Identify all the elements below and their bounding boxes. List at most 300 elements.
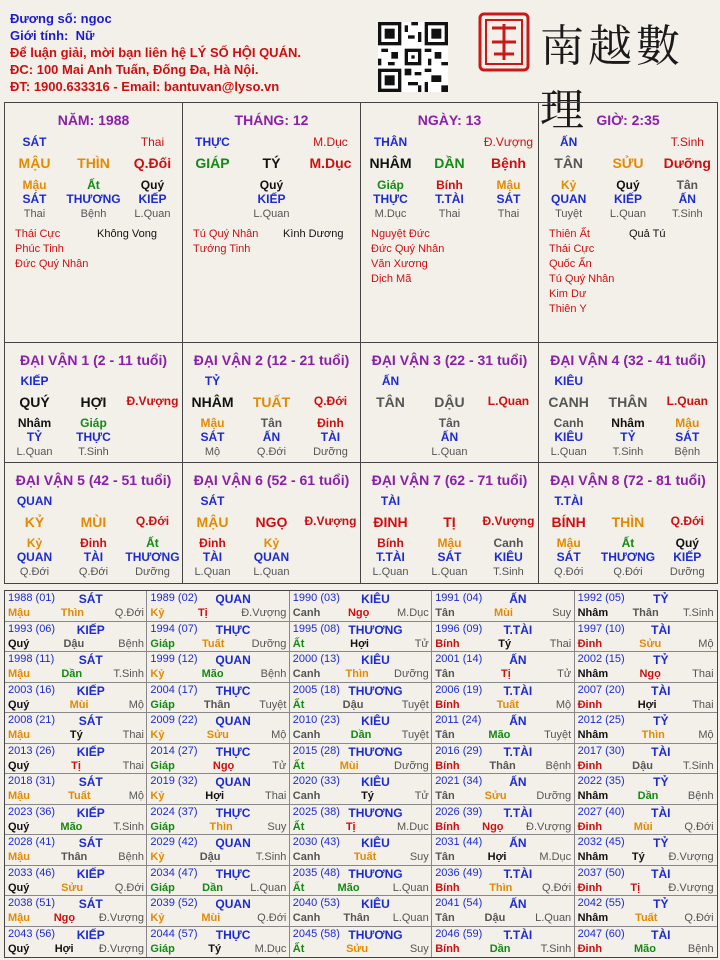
dai-van-value: TÀI <box>83 550 104 564</box>
year-label: 2026 (39) <box>435 805 483 818</box>
pillar-cell <box>183 103 361 343</box>
year-row <box>578 638 714 650</box>
dai-van-value <box>479 446 538 458</box>
dai-van-value: T.Sinh <box>612 446 644 458</box>
year-chi: Mão <box>60 820 83 833</box>
year-label: 2025 (38) <box>292 805 340 818</box>
pillar-value: T.Sinh <box>671 208 703 220</box>
dai-van-value: T.TÀI <box>376 550 405 564</box>
year-row <box>150 790 286 802</box>
year-god: THỰC <box>215 744 251 759</box>
year-row <box>578 607 714 619</box>
year-god: TÀI <box>651 927 671 942</box>
year-phase: Q.Đới <box>684 912 714 924</box>
pillar-value: M.Dục <box>374 208 407 220</box>
year-phase: M.Dục <box>539 851 572 863</box>
year-god: QUAN <box>215 592 251 606</box>
year-god: THƯƠNG <box>348 866 403 881</box>
year-row <box>8 638 144 650</box>
dai-van-main <box>539 514 717 530</box>
dai-van-row <box>361 430 538 444</box>
year-god: TỶ <box>653 653 669 667</box>
year-can: Mậu <box>8 790 30 802</box>
year-god: QUAN <box>215 897 251 911</box>
dai-van-value: Canh <box>553 416 584 430</box>
star-item: Thiên Ất <box>549 228 590 240</box>
year-phase: Tử <box>414 790 429 802</box>
dai-van-title: ĐẠI VẬN 7 (62 - 71 tuổi) <box>371 472 528 488</box>
dai-van-value: L.Quan <box>16 446 53 458</box>
year-god: KIẾP <box>76 622 105 637</box>
year-god: THỰC <box>215 683 251 698</box>
dai-van-god <box>361 374 538 388</box>
dai-van-value <box>361 430 420 444</box>
year-can: Bính <box>435 881 460 894</box>
year-label: 2010 (23) <box>292 714 340 726</box>
star-item: Thiên Y <box>549 303 587 315</box>
dai-van-value: TỶ <box>620 430 636 444</box>
year-cell <box>575 591 717 622</box>
dai-van-value: Kỷ <box>263 536 280 550</box>
year-god: KIẾP <box>76 744 105 759</box>
dai-van-row <box>539 566 717 578</box>
year-cell <box>147 591 289 622</box>
year-cell <box>290 652 432 683</box>
star-item: Văn Xương <box>371 258 428 270</box>
year-label: 2023 (36) <box>8 805 56 818</box>
year-row <box>293 699 429 711</box>
pillar-value: SÁT <box>22 135 47 149</box>
year-can: Canh <box>292 912 321 924</box>
dai-van-value: L.Quan <box>253 566 290 578</box>
stars-right <box>97 227 157 242</box>
dai-van-value: Dưỡng <box>669 566 705 578</box>
pillar-row <box>183 192 360 206</box>
dai-van-main <box>183 394 360 410</box>
dai-van-title: ĐẠI VẬN 8 (72 - 81 tuổi) <box>550 472 706 488</box>
dai-van-value: Mậu <box>200 416 225 430</box>
year-chi: Mão <box>633 942 656 955</box>
year-god: ẤN <box>509 714 527 728</box>
year-row <box>293 882 429 894</box>
dai-van-value: THỰC <box>76 430 111 444</box>
year-can: Canh <box>292 668 321 680</box>
year-god: TỶ <box>653 836 669 850</box>
year-chi: Hợi <box>205 790 225 802</box>
year-god: ẤN <box>509 836 527 850</box>
year-can: Canh <box>292 729 321 741</box>
year-cell <box>432 652 574 683</box>
year-row <box>293 912 429 924</box>
year-phase: Mộ <box>271 729 287 741</box>
year-phase: Dưỡng <box>394 759 429 772</box>
dai-van-row <box>361 566 538 578</box>
year-row <box>578 912 714 924</box>
year-can: Tân <box>435 790 455 802</box>
year-phase: Tử <box>272 759 287 772</box>
dai-van-can: QUÝ <box>19 394 50 410</box>
dai-van-god-value: TỶ <box>204 374 221 388</box>
year-cell <box>5 713 147 744</box>
year-chi: Mão <box>337 881 360 894</box>
pillar-row <box>539 135 717 149</box>
year-label: 2027 (40) <box>577 805 625 818</box>
year-can: Nhâm <box>577 851 609 863</box>
dai-van-value: L.Quan <box>194 566 231 578</box>
pillar-value: Thai <box>438 208 461 220</box>
year-chi: Tị <box>630 881 641 894</box>
stars-left <box>549 227 614 317</box>
pillar-value: NHÂM <box>369 155 412 171</box>
year-chi: Dậu <box>199 851 221 863</box>
dai-van-cell <box>5 463 183 583</box>
pillar-row <box>5 155 182 171</box>
year-label: 1993 (06) <box>8 622 56 635</box>
brand-logo: 南越數理 <box>540 21 684 136</box>
year-cell <box>147 713 289 744</box>
year-phase: T.Sinh <box>113 820 144 833</box>
dai-van-god <box>183 494 360 508</box>
dai-van-phase: L.Quan <box>666 394 708 408</box>
star-item: Phúc Tinh <box>15 243 64 255</box>
dai-van-can: ĐINH <box>373 514 408 530</box>
dai-van-value: QUAN <box>16 550 53 564</box>
year-row <box>293 851 429 863</box>
dai-van-phase: Đ.Vượng <box>126 394 179 408</box>
pillar-value: Tân <box>676 178 698 192</box>
star-item: Thái Cực <box>549 243 595 255</box>
dai-van-god <box>5 494 182 508</box>
dai-van-phase: Q.Đới <box>135 514 170 528</box>
year-row <box>293 943 429 955</box>
pillar-value: Q.Đối <box>133 155 172 171</box>
year-cell <box>432 835 574 866</box>
star-item: Tú Quý Nhân <box>193 228 259 240</box>
year-can: Đinh <box>577 698 603 711</box>
year-god: KIẾP <box>76 683 105 698</box>
dai-van-title: ĐẠI VẬN 3 (22 - 31 tuổi) <box>371 352 528 368</box>
year-god: THƯƠNG <box>348 927 403 942</box>
year-chi: Sửu <box>639 637 662 650</box>
pillar-value: Quý <box>259 178 284 192</box>
pillar-value: Giáp <box>377 178 404 192</box>
year-chi: Ngọ <box>639 668 661 680</box>
year-row <box>150 760 286 772</box>
year-row <box>435 851 571 863</box>
dai-van-god <box>361 494 538 508</box>
dai-van-value: Ất <box>621 536 635 550</box>
year-chi: Thân <box>632 607 659 619</box>
year-row <box>435 668 571 680</box>
year-god: TÀI <box>651 622 671 637</box>
pillar-value: SỬU <box>612 155 644 171</box>
star-item: Kim Dư <box>549 288 587 300</box>
dai-van-can: BÍNH <box>551 514 586 530</box>
pillar-value: KIẾP <box>613 192 642 206</box>
year-row <box>150 821 286 833</box>
dai-van-value <box>123 416 182 430</box>
dai-van-value <box>123 430 182 444</box>
year-row <box>435 821 571 833</box>
pillar-title: NGÀY: 13 <box>417 112 482 128</box>
dai-van-value <box>123 446 182 458</box>
year-cell <box>147 805 289 836</box>
dai-van-cell <box>183 343 361 463</box>
year-god: ẤN <box>509 592 527 606</box>
pillar-cell <box>539 103 717 343</box>
year-cell <box>290 591 432 622</box>
year-label: 2033 (46) <box>8 866 56 879</box>
year-phase: Q.Đới <box>684 820 714 833</box>
year-row <box>435 882 571 894</box>
dai-van-phase: Q.Đới <box>313 394 348 408</box>
pillar-value: L.Quan <box>134 208 171 220</box>
year-can: Nhâm <box>577 668 609 680</box>
year-can: Giáp <box>150 698 175 711</box>
year-chi: Thìn <box>209 820 233 833</box>
pillar-value <box>598 135 657 149</box>
pillar-value: MẬU <box>18 155 51 171</box>
pillar-value: TÂN <box>554 155 584 171</box>
year-phase: Đ.Vượng <box>241 607 287 619</box>
year-phase: L.Quan <box>250 881 287 894</box>
pillar-value: Quý <box>140 178 165 192</box>
year-row <box>293 607 429 619</box>
year-phase: T.Sinh <box>683 759 714 772</box>
dai-van-god <box>539 494 717 508</box>
year-label: 2029 (42) <box>150 836 198 848</box>
dai-van-chi: TUẤT <box>252 394 291 410</box>
pillar-value: L.Quan <box>609 208 647 220</box>
pillar-value: ẤN <box>559 135 578 149</box>
dai-van-value: ẤN <box>262 430 281 444</box>
year-label: 2047 (60) <box>577 927 625 940</box>
pillar-value: THƯƠNG <box>66 192 121 206</box>
year-can: Đinh <box>577 881 603 894</box>
year-row <box>150 668 286 680</box>
dai-van-row <box>539 550 717 564</box>
dai-van-god <box>183 374 360 388</box>
pillar-value: Ất <box>87 178 100 192</box>
year-god: ẤN <box>509 653 527 667</box>
year-label: 2040 (53) <box>292 897 340 909</box>
year-cell <box>290 896 432 927</box>
year-phase: M.Dục <box>397 607 429 619</box>
year-can: Mậu <box>8 912 30 924</box>
year-row <box>150 729 286 741</box>
year-god: T.TÀI <box>503 866 533 881</box>
year-row <box>8 851 144 863</box>
year-can: Bính <box>435 698 460 711</box>
dai-van-title: ĐẠI VẬN 5 (42 - 51 tuổi) <box>15 472 172 488</box>
year-cell <box>5 652 147 683</box>
dai-van-value: Đinh <box>199 536 226 550</box>
year-can: Quý <box>8 759 30 772</box>
year-phase: Bệnh <box>260 668 287 680</box>
pillar-row <box>539 178 717 192</box>
pillar-value: Mậu <box>496 178 521 192</box>
year-cell <box>5 896 147 927</box>
year-god: KIẾP <box>76 866 105 881</box>
year-god: THƯƠNG <box>348 622 403 637</box>
dai-van-row <box>361 416 538 430</box>
year-can: Bính <box>435 820 460 833</box>
year-phase: Q.Đới <box>257 912 287 924</box>
year-god: KIÊU <box>361 592 390 606</box>
dai-van-row <box>539 446 717 458</box>
year-label: 2032 (45) <box>577 836 625 848</box>
year-chi: Tý <box>361 790 374 802</box>
pillar-row <box>539 208 717 220</box>
year-chi: Thân <box>343 912 370 924</box>
year-can: Nhâm <box>577 912 609 924</box>
year-can: Canh <box>292 790 321 802</box>
dai-van-value <box>361 446 420 458</box>
year-chi: Dần <box>637 790 659 802</box>
year-row <box>435 760 571 772</box>
year-chi: Dần <box>350 729 372 741</box>
year-cell <box>5 591 147 622</box>
year-can: Giáp <box>150 637 175 650</box>
dai-van-row <box>539 536 717 550</box>
year-cell <box>575 896 717 927</box>
dai-van-row <box>361 536 538 550</box>
pillar-value: Thai <box>497 208 520 220</box>
year-cell <box>5 744 147 775</box>
pillar-row <box>539 155 717 171</box>
year-cell <box>575 835 717 866</box>
pillar-row <box>183 178 360 192</box>
year-phase: Suy <box>552 607 572 619</box>
dai-van-value: SÁT <box>556 550 581 564</box>
year-label: 2013 (26) <box>8 744 56 757</box>
year-cell <box>290 683 432 714</box>
year-god: SÁT <box>78 836 103 850</box>
pillar-value <box>242 135 301 149</box>
year-phase: Bệnh <box>687 790 714 802</box>
dai-van-row <box>183 416 360 430</box>
gender-value: Nữ <box>75 28 95 43</box>
pillar-value: Thai <box>23 208 46 220</box>
year-god: TỶ <box>653 592 669 606</box>
dai-van-title: ĐẠI VẬN 6 (52 - 61 tuổi) <box>193 472 350 488</box>
annual-luck-grid <box>4 590 718 958</box>
year-cell <box>5 835 147 866</box>
year-chi: Tị <box>71 759 81 772</box>
year-god: SÁT <box>78 714 103 728</box>
dai-van-can: TÂN <box>376 394 405 410</box>
dai-van-value: Q.Đới <box>554 566 584 578</box>
pillar-value: GIÁP <box>195 155 230 171</box>
pillar-value: THỰC <box>373 192 408 206</box>
dai-van-title: ĐẠI VẬN 2 (12 - 21 tuổi) <box>193 352 350 368</box>
dai-van-value: Q.Đới <box>613 566 643 578</box>
year-god: T.TÀI <box>503 744 533 759</box>
year-cell <box>290 835 432 866</box>
year-row <box>150 882 286 894</box>
year-row <box>8 943 144 955</box>
pillar-title: NĂM: 1988 <box>57 112 130 128</box>
dai-van-chi: THÂN <box>608 394 648 410</box>
year-row <box>8 790 144 802</box>
year-row <box>150 943 286 955</box>
year-cell <box>432 683 574 714</box>
dai-van-value: Quý <box>675 536 699 550</box>
year-god: TÀI <box>651 683 671 698</box>
address-line: ĐC: 100 Mai Anh Tuấn, Đống Đa, Hà Nội. <box>10 62 259 77</box>
dai-van-main <box>361 514 538 530</box>
year-chi: Sửu <box>61 881 84 894</box>
year-cell <box>575 713 717 744</box>
year-phase: Tử <box>414 637 429 650</box>
dai-van-value: SÁT <box>437 550 462 564</box>
dai-van-main <box>361 394 538 410</box>
pillar-title: GIỜ: 2:35 <box>596 112 660 128</box>
year-god: THƯƠNG <box>348 744 403 759</box>
year-label: 2042 (55) <box>577 897 625 909</box>
year-row <box>150 699 286 711</box>
year-phase: Đ.Vượng <box>668 851 714 863</box>
pillar-value <box>183 178 242 192</box>
qr-code-icon <box>378 22 448 92</box>
dai-van-title: ĐẠI VẬN 4 (32 - 41 tuổi) <box>550 352 706 368</box>
dai-van-value: Dưỡng <box>135 566 170 578</box>
pillar-row <box>361 178 538 192</box>
year-can: Tân <box>435 607 455 619</box>
year-god: ẤN <box>509 775 527 789</box>
dai-van-cell <box>539 463 717 583</box>
year-label: 1995 (08) <box>292 622 340 635</box>
year-chi: Dậu <box>63 637 85 650</box>
year-row <box>293 729 429 741</box>
year-can: Ất <box>292 942 305 955</box>
year-phase: Dưỡng <box>251 637 287 650</box>
pillar-value <box>183 208 242 220</box>
dai-van-god-value: KIẾP <box>20 374 49 388</box>
year-chi: Tị <box>345 820 356 833</box>
year-label: 2002 (15) <box>577 653 625 665</box>
year-can: Tân <box>435 729 455 741</box>
year-cell <box>5 622 147 653</box>
year-row <box>150 638 286 650</box>
year-chi: Ngọ <box>53 912 76 924</box>
year-phase: Tuyệt <box>544 729 572 741</box>
year-can: Quý <box>8 942 30 955</box>
dai-van-value <box>301 566 360 578</box>
year-label: 1997 (10) <box>577 622 625 635</box>
year-phase: Đ.Vượng <box>668 881 714 894</box>
dai-van-chi: TỊ <box>443 514 456 530</box>
year-can: Bính <box>435 942 460 955</box>
dai-van-cell <box>361 463 539 583</box>
year-label: 2041 (54) <box>435 897 483 909</box>
dai-van-row <box>183 430 360 444</box>
year-row <box>435 607 571 619</box>
year-phase: Tử <box>557 668 572 680</box>
year-row <box>578 790 714 802</box>
year-cell <box>432 927 574 958</box>
year-cell <box>290 713 432 744</box>
year-phase: Mộ <box>698 637 714 650</box>
year-god: KIÊU <box>361 775 390 789</box>
year-row <box>293 638 429 650</box>
pillar-value: Bính <box>436 178 463 192</box>
pillar-cell <box>361 103 539 343</box>
year-label: 2017 (30) <box>577 744 625 757</box>
year-phase: Bệnh <box>118 851 144 863</box>
dai-van-row <box>5 430 182 444</box>
year-can: Quý <box>8 698 30 711</box>
